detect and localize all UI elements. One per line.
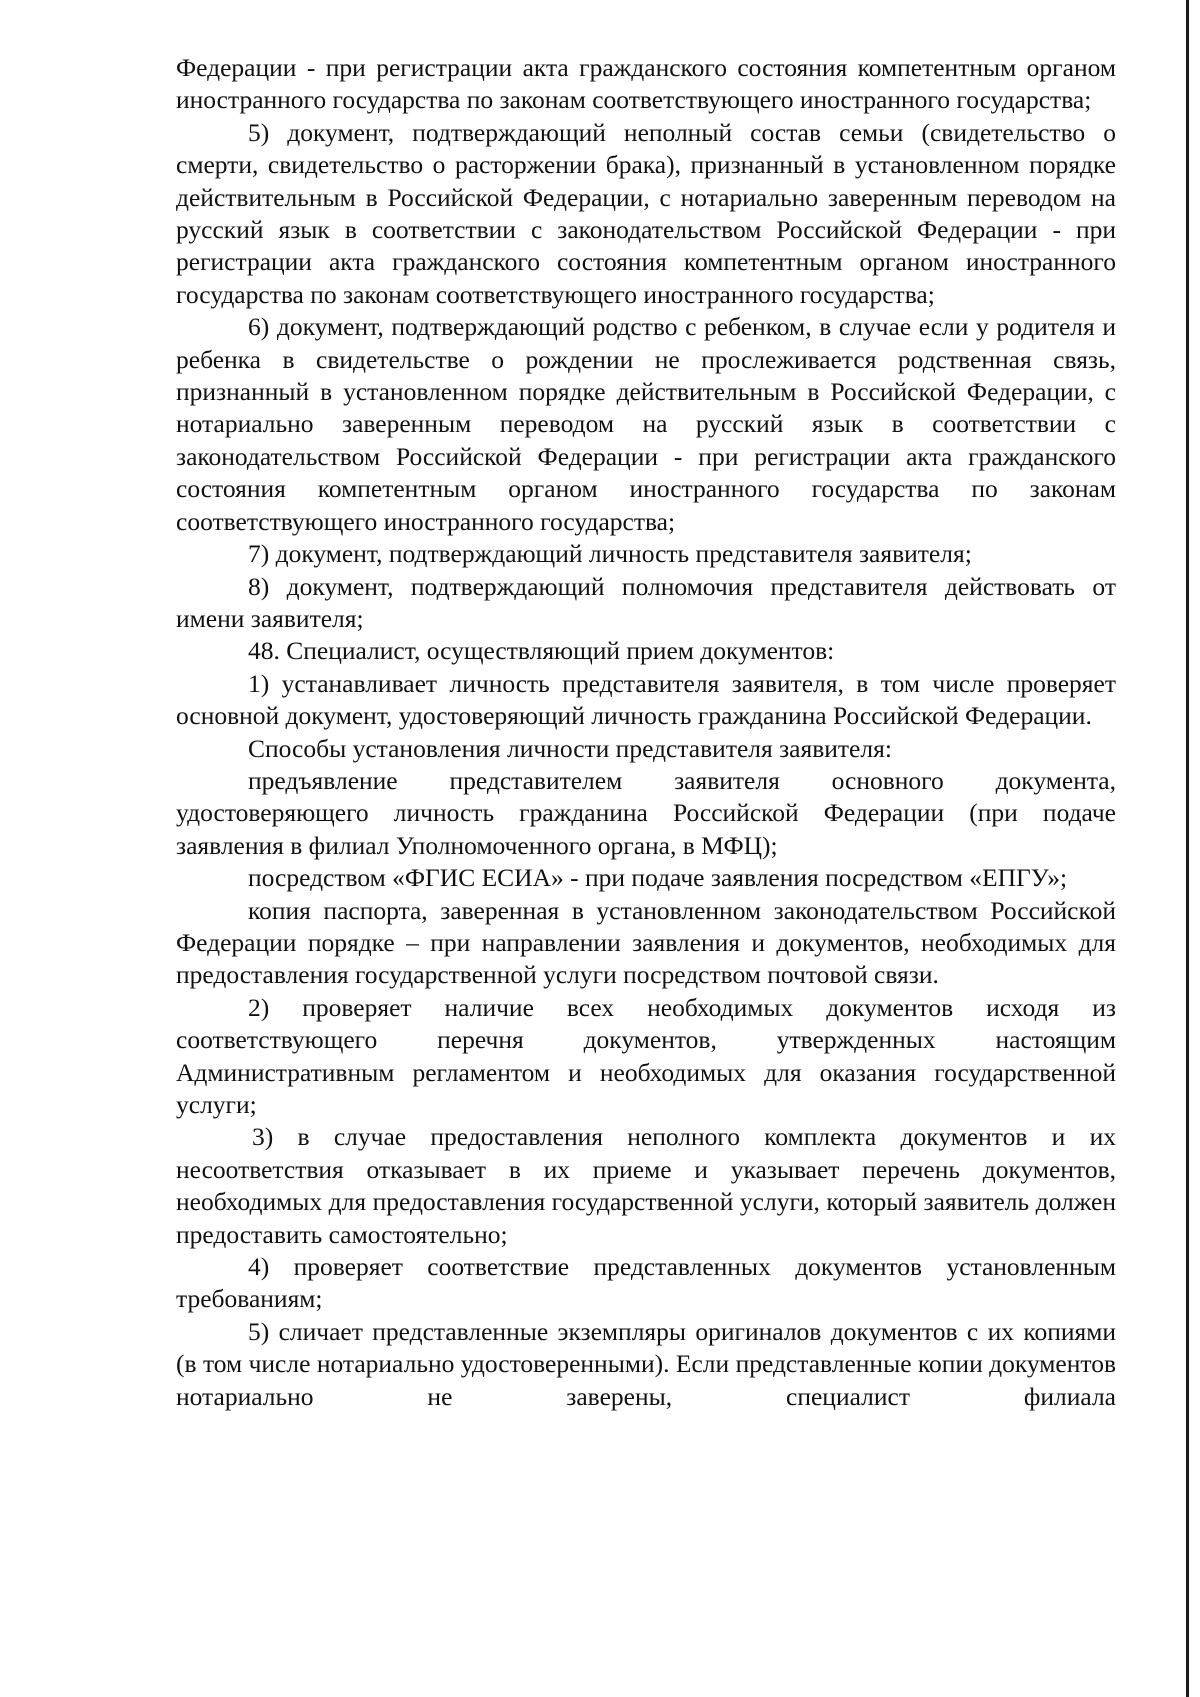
paragraph-method-esia: посредством «ФГИС ЕСИА» - при подаче заявления посредством «ЕПГУ»;	[248, 863, 1068, 893]
paragraph-method-passport-copy: копия паспорта, заверенная в установленном законодательством Российской Федерации порядке – при направлении заявления и документов, необходимых для предоставления государственной услуги посредством почтовой связи.	[176, 895, 1116, 990]
paragraph-item-6: 6) документ, подтверждающий родство с ребенком, в случае если у родителя и ребенка в свидетельстве о рождении не прослеживается родственная связь, признанный в установленном порядке действительным в Российской Федерации, с нотариально заверенным переводом на русский язык в соответствии с законодательством Российской Федерации - при регистрации акта гражданского состояния компетентным органом иностранного государства по законам соответствующего иностранного государства;	[176, 312, 1116, 536]
document-body	[176, 52, 1116, 1413]
paragraph-clause-48: 48. Специалист, осуществляющий прием документов:	[248, 636, 835, 666]
paragraph-continuation: Федерации - при регистрации акта гражданского состояния компетентным органом иностранного государства по законам соответствующего иностранного государства;	[176, 53, 1116, 115]
paragraph-clause-48-3: 3) в случае предоставления неполного комплекта документов и их несоответствия отказывает в их приеме и указывает перечень документов, необходимых для предоставления государственной услуги, который заявитель должен предоставить самостоятельно;	[176, 1122, 1116, 1249]
paragraph-method-presentation: предъявление представителем заявителя основного документа, удостоверяющего личность гражданина Российской Федерации (при подаче заявления в филиал Уполномоченного органа, в МФЦ);	[176, 765, 1116, 860]
paragraph-clause-48-5: 5) сличает представленные экземпляры оригиналов документов с их копиями (в том числе нотариально удостоверенными). Если представленные копии документов нотариально не заверены, специалист филиала	[176, 1316, 1116, 1411]
paragraph-clause-48-1: 1) устанавливает личность представителя заявителя, в том числе проверяет основной документ, удостоверяющий личность гражданина Российской Федерации.	[176, 668, 1116, 731]
paragraph-clause-48-2: 2) проверяет наличие всех необходимых документов исходя из соответствующего перечня документов, утвержденных настоящим Административным регламентом и необходимых для оказания государственной услуги;	[176, 992, 1116, 1119]
paragraph-item-8: 8) документ, подтверждающий полномочия представителя действовать от имени заявителя;	[176, 571, 1116, 633]
scan-edge-line	[1186, 0, 1189, 1697]
paragraph-clause-48-4: 4) проверяет соответствие представленных документов установленным требованиям;	[176, 1252, 1116, 1314]
paragraph-item-7: 7) документ, подтверждающий личность представителя заявителя;	[248, 539, 972, 569]
paragraph-item-5: 5) документ, подтверждающий неполный состав семьи (свидетельство о смерти, свидетельство о расторжении брака), признанный в установленном порядке действительным в Российской Федерации, с нотариально заверенным переводом на русский язык в соответствии с законодательством Российской Федерации - при регистрации акта гражданского состояния компетентным органом иностранного государства по законам соответствующего иностранного государства;	[176, 117, 1116, 309]
paragraph-identification-methods: Способы установления личности представителя заявителя:	[248, 733, 892, 763]
